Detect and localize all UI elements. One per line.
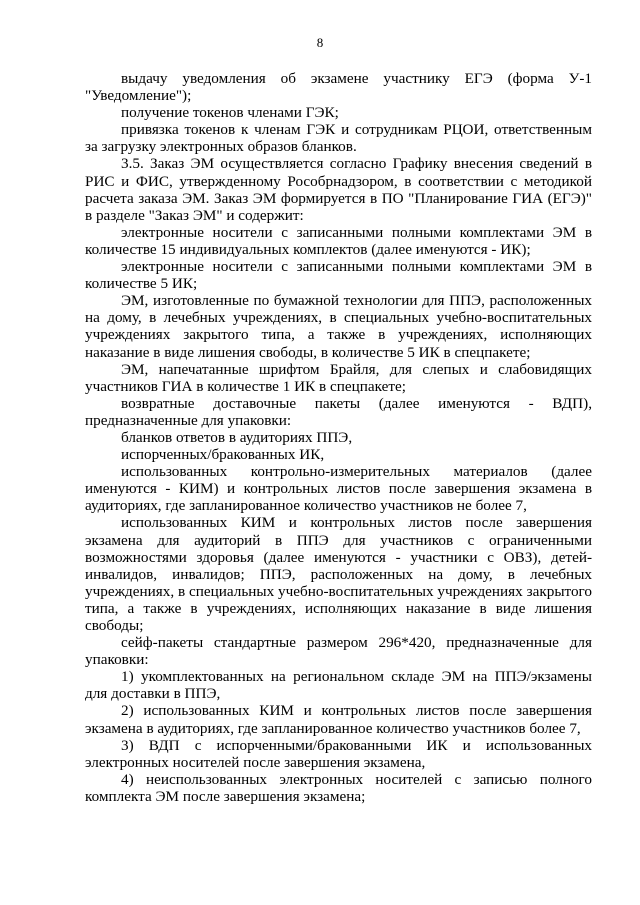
paragraph: 1) укомплектованных на региональном складе ЭМ на ППЭ/экзамены для доставки в ППЭ,: [85, 668, 592, 703]
paragraph: возвратные доставочные пакеты (далее именуются - ВДП), предназначенные для упаковки:: [85, 394, 592, 429]
paragraph: использованных контрольно-измерительных материалов (далее именуются - КИМ) и контрольных листов после завершения экзамена в аудиториях, где запланированное количество участников не более 7,: [85, 463, 592, 515]
paragraph: 2) использованных КИМ и контрольных листов после завершения экзамена в аудиториях, где запланированное количество участников более 7,: [85, 702, 592, 737]
paragraph: получение токенов членами ГЭК;: [121, 104, 339, 122]
paragraph: электронные носители с записанными полными комплектами ЭМ в количестве 5 ИК;: [85, 258, 592, 293]
paragraph: 4) неиспользованных электронных носителей с записью полного комплекта ЭМ после завершения экзамена;: [85, 770, 592, 805]
paragraph: использованных КИМ и контрольных листов после завершения экзамена для аудиторий в ППЭ для участников с ограниченными возможностями здоровья (далее именуются - участники с ОВЗ), детей-инвалидов, инвалидов; ППЭ, расположенных на дому, в лечебных учреждениях, в специальных учебно-воспитательных учреждениях закрытого типа, а также в учреждениях, исполняющих наказание в виде лишения свободы;: [85, 514, 592, 634]
paragraph: 3) ВДП с испорченными/бракованными ИК и использованных электронных носителей после завершения экзамена,: [85, 736, 592, 771]
paragraph: 3.5. Заказ ЭМ осуществляется согласно Графику внесения сведений в РИС и ФИС, утвержденному Рособрнадзором, в соответствии с методикой расчета заказа ЭМ. Заказ ЭМ формируется в ПО "Планирование ГИА (ЕГЭ)" в разделе "Заказ ЭМ" и содержит:: [85, 155, 592, 224]
paragraph: выдачу уведомления об экзамене участнику ЕГЭ (форма У-1 "Уведомление");: [85, 70, 592, 105]
page-number: 8: [316, 35, 324, 50]
paragraph: ЭМ, изготовленные по бумажной технологии для ППЭ, расположенных на дому, в лечебных учреждениях, в специальных учебно-воспитательных учреждениях закрытого типа, а также в учреждениях, исполняющих наказание в виде лишения свободы, в количестве 5 ИК в спецпакете;: [85, 292, 592, 361]
paragraph: электронные носители с записанными полными комплектами ЭМ в количестве 15 индивидуальных комплектов (далее именуются - ИК);: [85, 223, 592, 258]
paragraph: испорченных/бракованных ИК,: [121, 446, 325, 464]
paragraph: сейф-пакеты стандартные размером 296*420, предназначенные для упаковки:: [85, 634, 592, 669]
paragraph: ЭМ, напечатанные шрифтом Брайля, для слепых и слабовидящих участников ГИА в количестве 1 ИК в спецпакете;: [85, 360, 592, 395]
document-body: [85, 70, 592, 805]
paragraph: привязка токенов к членам ГЭК и сотрудникам РЦОИ, ответственным за загрузку электронных образов бланков.: [85, 121, 592, 156]
paragraph: бланков ответов в аудиториях ППЭ,: [121, 428, 353, 446]
